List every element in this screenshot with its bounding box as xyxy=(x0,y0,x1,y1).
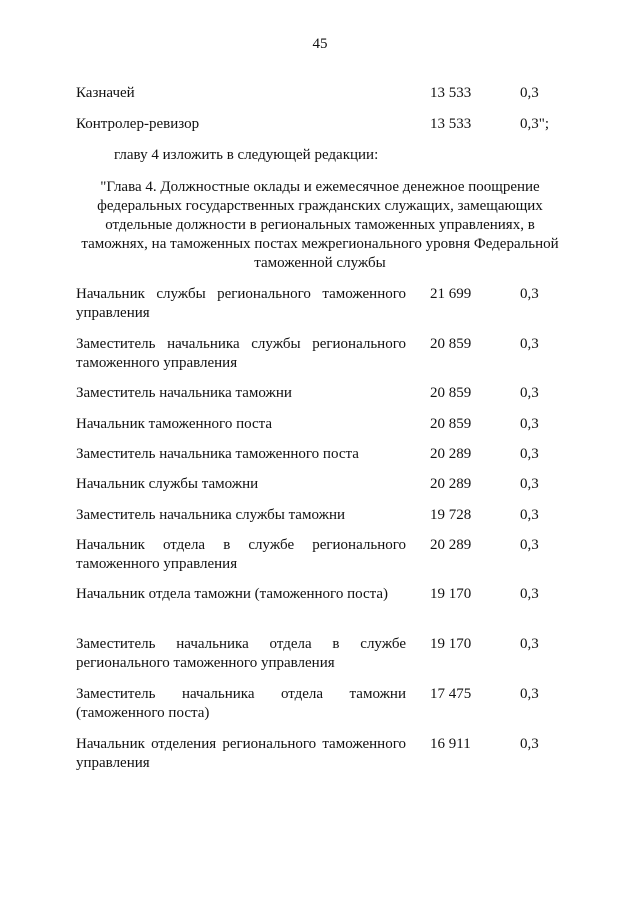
position-name: Начальник отделения регионального таможенного управления xyxy=(76,736,406,771)
position-name: Начальник службы регионального таможенного управления xyxy=(76,286,406,321)
bonus-coefficient: 0,3 xyxy=(520,446,539,462)
position-name: Начальник таможенного поста xyxy=(76,416,273,432)
position-name: Начальник службы таможни xyxy=(76,476,259,492)
bonus-coefficient: 0,3 xyxy=(520,85,539,101)
salary-amount: 20 859 xyxy=(430,416,472,432)
bonus-coefficient: 0,3 xyxy=(520,586,539,602)
position-name: Заместитель начальника отдела в службе регионального таможенного управления xyxy=(76,636,406,671)
page-number: 45 xyxy=(312,36,328,52)
salary-amount: 17 475 xyxy=(430,686,472,702)
salary-amount: 13 533 xyxy=(430,85,472,101)
instruction-text: главу 4 изложить в следующей редакции: xyxy=(114,147,379,163)
bonus-coefficient: 0,3 xyxy=(520,686,539,702)
salary-amount: 19 170 xyxy=(430,586,472,602)
bonus-coefficient: 0,3 xyxy=(520,336,539,352)
salary-amount: 16 911 xyxy=(430,736,471,752)
bonus-coefficient: 0,3 xyxy=(520,636,539,652)
position-name: Контролер-ревизор xyxy=(76,116,200,132)
bonus-coefficient: 0,3 xyxy=(520,385,539,401)
position-name: Казначей xyxy=(76,85,135,101)
salary-amount: 13 533 xyxy=(430,116,472,132)
bonus-coefficient: 0,3 xyxy=(520,416,539,432)
position-name: Начальник отдела таможни (таможенного поста) xyxy=(76,586,389,602)
position-name: Заместитель начальника таможни xyxy=(76,385,292,401)
chapter-title: "Глава 4. Должностные оклады и ежемесячное денежное поощрение федеральных государственных гражданских служащих, замещающих отдельные должности в региональных таможенных управлениях, в таможнях, на таможенных постах межрегионального уровня Федеральной таможенной службы xyxy=(81,179,559,271)
bonus-coefficient: 0,3 xyxy=(520,476,539,492)
bonus-coefficient: 0,3 xyxy=(520,537,539,553)
salary-amount: 19 170 xyxy=(430,636,472,652)
salary-amount: 20 289 xyxy=(430,446,472,462)
position-name: Заместитель начальника службы таможни xyxy=(76,507,345,523)
position-name: Заместитель начальника таможенного поста xyxy=(76,446,359,462)
bonus-coefficient: 0,3 xyxy=(520,736,539,752)
position-name: Начальник отдела в службе регионального таможенного управления xyxy=(76,537,406,572)
bonus-coefficient: 0,3 xyxy=(520,507,539,523)
bonus-coefficient: 0,3 xyxy=(520,286,539,302)
salary-amount: 21 699 xyxy=(430,286,472,302)
salary-amount: 20 289 xyxy=(430,537,472,553)
bonus-coefficient: 0,3"; xyxy=(520,116,550,132)
position-name: Заместитель начальника службы регионального таможенного управления xyxy=(76,336,406,371)
position-name: Заместитель начальника отдела таможни (таможенного поста) xyxy=(76,686,406,721)
salary-amount: 19 728 xyxy=(430,507,472,523)
salary-amount: 20 859 xyxy=(430,385,472,401)
salary-amount: 20 859 xyxy=(430,336,472,352)
salary-amount: 20 289 xyxy=(430,476,472,492)
